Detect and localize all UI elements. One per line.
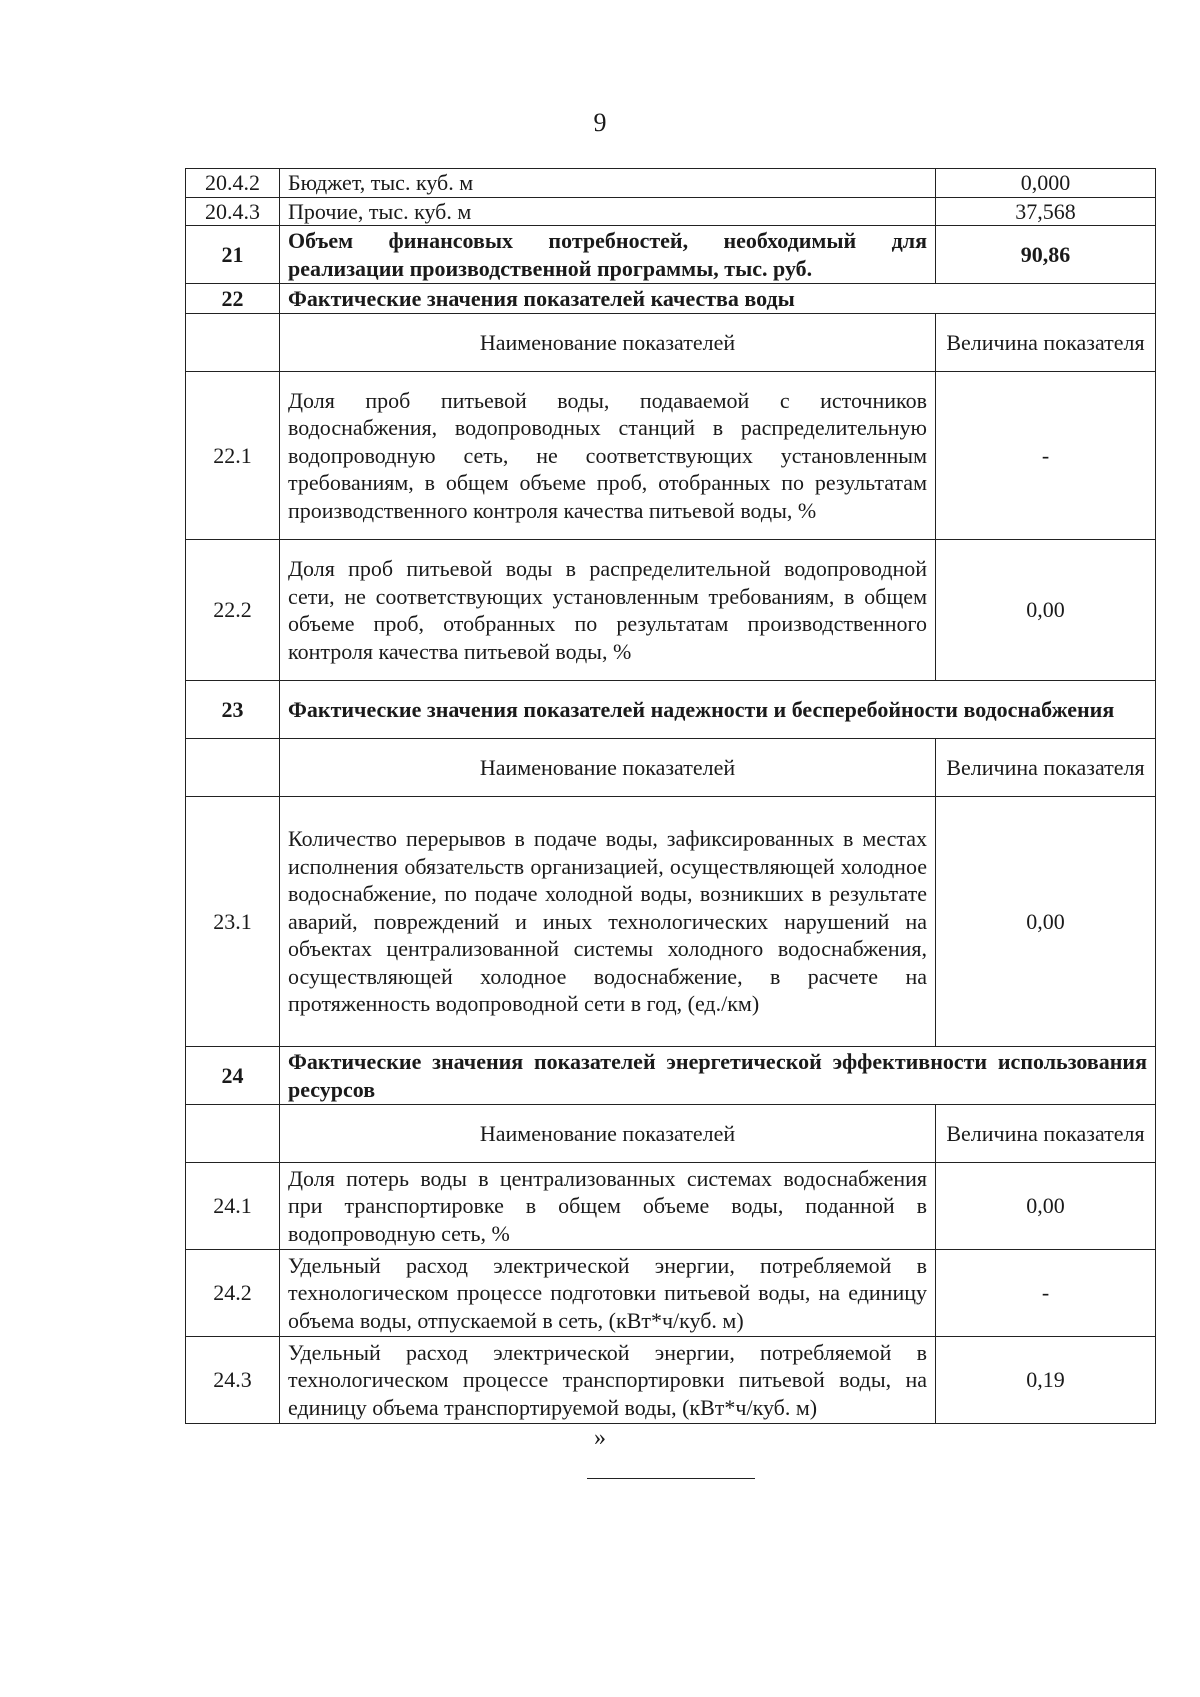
closing-quote: » xyxy=(594,1425,606,1451)
row-number: 24.1 xyxy=(186,1163,280,1250)
section-number: 23 xyxy=(186,681,280,739)
row-name: Доля потерь воды в централизованных системах водоснабжения при транспортировке в общем объеме воды, поданной в водопроводную сеть, % xyxy=(280,1163,936,1250)
header-value: Величина показателя xyxy=(936,1105,1156,1163)
table-row xyxy=(186,197,1156,226)
section-title: Фактические значения показателей качества воды xyxy=(280,284,1156,314)
header-name: Наименование показателей xyxy=(280,739,936,797)
row-value: 0,00 xyxy=(936,1163,1156,1250)
row-value: - xyxy=(936,372,1156,540)
header-row xyxy=(186,1105,1156,1163)
header-value: Величина показателя xyxy=(936,314,1156,372)
row-name: Доля проб питьевой воды в распределительной водопроводной сети, не соответствующих установленным требованиям, в общем объеме проб, отобранных по результатам производственного контроля качества питьевой воды, % xyxy=(280,540,936,681)
row-name: Количество перерывов в подаче воды, зафиксированных в местах исполнения обязательств организацией, осуществляющей холодное водоснабжение, по подаче холодной воды, возникших в результате аварий, повреждений и иных технологических нарушений на объектах централизованной системы холодного водоснабжения, осуществляющей холодное водоснабжение, в расчете на протяженность водопроводной сети в год, (ед./км) xyxy=(280,797,936,1047)
header-empty-cell xyxy=(186,739,280,797)
row-value: 37,568 xyxy=(936,197,1156,226)
header-empty-cell xyxy=(186,1105,280,1163)
row-number: 22.2 xyxy=(186,540,280,681)
end-divider xyxy=(587,1478,755,1479)
row-name: Бюджет, тыс. куб. м xyxy=(280,169,936,198)
row-value: - xyxy=(936,1250,1156,1337)
section-row xyxy=(186,1047,1156,1105)
row-name: Удельный расход электрической энергии, потребляемой в технологическом процессе транспортировки питьевой воды, на единицу объема транспортируемой воды, (кВт*ч/куб. м) xyxy=(280,1337,936,1424)
table-row xyxy=(186,169,1156,198)
row-name: Прочие, тыс. куб. м xyxy=(280,197,936,226)
row-number: 23.1 xyxy=(186,797,280,1047)
header-row xyxy=(186,314,1156,372)
table-row xyxy=(186,540,1156,681)
section-row xyxy=(186,681,1156,739)
row-name: Объем финансовых потребностей, необходимый для реализации производственной программы, тыс. руб. xyxy=(280,226,936,284)
table-row xyxy=(186,1250,1156,1337)
header-row xyxy=(186,739,1156,797)
section-number: 24 xyxy=(186,1047,280,1105)
header-name: Наименование показателей xyxy=(280,314,936,372)
table-row xyxy=(186,1337,1156,1424)
section-number: 22 xyxy=(186,284,280,314)
table-row xyxy=(186,1163,1156,1250)
row-value: 0,000 xyxy=(936,169,1156,198)
indicators-table xyxy=(185,168,1156,1424)
row-number: 20.4.3 xyxy=(186,197,280,226)
page-number: 9 xyxy=(593,108,607,137)
row-value: 90,86 xyxy=(936,226,1156,284)
row-name: Удельный расход электрической энергии, потребляемой в технологическом процессе подготовки питьевой воды, на единицу объема воды, отпускаемой в сеть, (кВт*ч/куб. м) xyxy=(280,1250,936,1337)
row-number: 22.1 xyxy=(186,372,280,540)
table-row xyxy=(186,226,1156,284)
row-value: 0,00 xyxy=(936,540,1156,681)
header-name: Наименование показателей xyxy=(280,1105,936,1163)
table-row xyxy=(186,372,1156,540)
header-empty-cell xyxy=(186,314,280,372)
row-number: 20.4.2 xyxy=(186,169,280,198)
section-title: Фактические значения показателей надежности и бесперебойности водоснабжения xyxy=(280,681,1156,739)
table-row xyxy=(186,797,1156,1047)
row-number: 21 xyxy=(186,226,280,284)
header-value: Величина показателя xyxy=(936,739,1156,797)
row-number: 24.2 xyxy=(186,1250,280,1337)
row-value: 0,00 xyxy=(936,797,1156,1047)
row-number: 24.3 xyxy=(186,1337,280,1424)
section-title: Фактические значения показателей энергетической эффективности использования ресурсов xyxy=(280,1047,1156,1105)
row-value: 0,19 xyxy=(936,1337,1156,1424)
section-row xyxy=(186,284,1156,314)
row-name: Доля проб питьевой воды, подаваемой с источников водоснабжения, водопроводных станций в распределительную водопроводную сеть, не соответствующих установленным требованиям, в общем объеме проб, отобранных по результатам производственного контроля качества питьевой воды, % xyxy=(280,372,936,540)
